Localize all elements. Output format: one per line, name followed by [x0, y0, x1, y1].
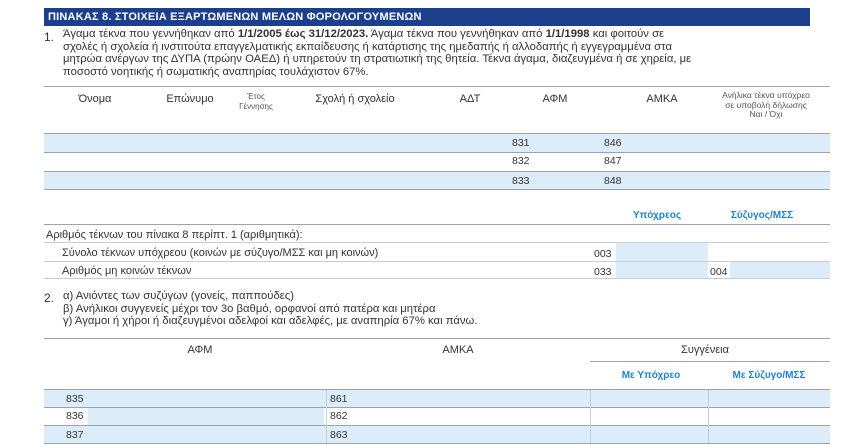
col-header-school: Σχολή ή σχολείο	[315, 93, 395, 105]
field-code: 833	[512, 175, 530, 187]
divider	[44, 224, 830, 225]
field-code: 846	[604, 137, 622, 149]
field-code: 832	[512, 155, 530, 167]
divider	[44, 189, 830, 190]
col-header-afm: ΑΦΜ	[187, 344, 213, 356]
field-code: 861	[330, 393, 348, 405]
field-code: 862	[330, 410, 348, 422]
col-header-text: Ανήλικα τέκνα υπόχρεο	[722, 90, 810, 100]
divider	[44, 443, 830, 444]
desc-text: ποσοστό νοητικής ή σωματικής αναπηρίας τουλάχιστον 67%.	[63, 65, 369, 78]
col-header-with-spouse: Με Σύζυγο/ΜΣΣ	[732, 370, 806, 381]
desc-text: μητρώα ανέργων της ΔΥΠΑ (πρώην ΟΑΕΔ) ή υπηρετούν τη στρατιωτική της θητεία. Τέκνα άγαμα, διαζευγμένα ή σε χηρεία, με	[63, 53, 692, 66]
col-header-text: σε υποβολή δήλωσης	[725, 99, 807, 110]
field-code: 837	[66, 429, 84, 441]
desc-text: και φοιτούν σε	[589, 28, 665, 40]
col-header-text: Έτος	[247, 92, 265, 101]
divider	[590, 390, 591, 443]
divider	[590, 361, 830, 362]
col-header-adult-children	[712, 91, 820, 120]
col-header-spouse: Σύζυγος/ΜΣΣ	[730, 210, 794, 221]
field-code: 863	[330, 429, 348, 441]
desc-text: γ) Άγαμοι ή χήροι ή διαζευγμένοι αδελφοί και αδελφές, με αναπηρία 67% και πάνω.	[63, 315, 478, 328]
child-details-input[interactable]	[44, 134, 510, 152]
divider	[708, 390, 709, 443]
field-code: 835	[66, 393, 84, 405]
table-header-title: ΠΙΝΑΚΑΣ 8. ΣΤΟΙΧΕΙΑ ΕΞΑΡΤΩΜΕΝΩΝ ΜΕΛΩΝ ΦΟΡΟΛΟΓΟΥΜΕΝΩΝ	[44, 8, 810, 26]
divider	[44, 242, 830, 243]
col-header-birth-year	[228, 92, 284, 111]
desc-text: α) Ανιόντες των συζύγων (γονείς, παππούδες)	[63, 290, 294, 302]
desc-text: β) Ανήλικοι συγγενείς μέχρι τον 3ο βαθμό, ορφανοί από πατέρα και μητέρα	[63, 302, 436, 315]
table-row	[44, 390, 830, 407]
col-header-adt: ΑΔΤ	[459, 93, 481, 105]
field-code: 004	[710, 266, 728, 278]
divider	[44, 338, 830, 339]
noncommon-children-taxpayer-input[interactable]	[616, 262, 708, 278]
desc-text: Άγαμα τέκνα που γεννήθηκαν από	[63, 28, 238, 40]
col-header-amka: ΑΜΚΑ	[442, 344, 474, 356]
field-code: 848	[604, 175, 622, 187]
desc-text: Άγαμα τέκνα που γεννήθηκαν από	[368, 28, 546, 40]
col-header-text: Γέννησης	[239, 101, 273, 111]
afm-input[interactable]	[536, 153, 602, 171]
noncommon-children-spouse-input[interactable]	[730, 262, 830, 278]
noncommon-children-label: Αριθμός μη κοινών τέκνων	[62, 265, 192, 277]
col-header-amka: ΑΜΚΑ	[646, 93, 678, 105]
field-code: 831	[512, 137, 530, 149]
divider	[44, 86, 830, 87]
divider	[326, 390, 327, 443]
section1-description	[63, 28, 823, 78]
dependent-afm-input[interactable]	[88, 408, 324, 425]
desc-date: 1/1/1998	[545, 28, 590, 40]
divider	[44, 278, 830, 279]
col-header-taxpayer: Υπόχρεος	[632, 210, 682, 221]
col-header-text: Ναι / Όχι	[749, 109, 783, 119]
divider	[44, 261, 830, 262]
section-number: 2.	[44, 291, 55, 305]
col-header-name: Όνομα	[78, 93, 112, 105]
section2-description	[63, 290, 763, 328]
divider	[44, 152, 830, 153]
col-header-surname: Επώνυμο	[166, 93, 214, 105]
col-header-with-taxpayer: Με Υπόχρεο	[621, 370, 681, 381]
desc-text: σχολές ή σχολεία ή ινστιτούτα επαγγελματικής εκπαίδευσης ή κατάρτισης της ημεδαπής ή αλλοδαπής ή εγγεγραμμένα στα	[63, 40, 672, 53]
table-row	[44, 426, 830, 443]
section-number: 1.	[44, 30, 55, 44]
field-code: 003	[594, 248, 612, 260]
total-children-taxpayer-input[interactable]	[616, 243, 708, 261]
col-header-relation: Συγγένεια	[681, 344, 729, 356]
field-code: 847	[604, 155, 622, 167]
total-children-label: Σύνολο τέκνων υπόχρεου (κοινών με σύζυγο/ΜΣΣ και μη κοινών)	[62, 247, 379, 259]
desc-date-range: 1/1/2005 έως 31/12/2023.	[237, 28, 369, 40]
col-header-afm: ΑΦΜ	[542, 93, 568, 105]
field-code: 033	[594, 266, 612, 278]
field-code: 836	[66, 410, 84, 422]
table-row	[44, 172, 830, 189]
children-count-label: Αριθμός τέκνων του πίνακα 8 περίπτ. 1 (αριθμητικά):	[46, 229, 303, 241]
